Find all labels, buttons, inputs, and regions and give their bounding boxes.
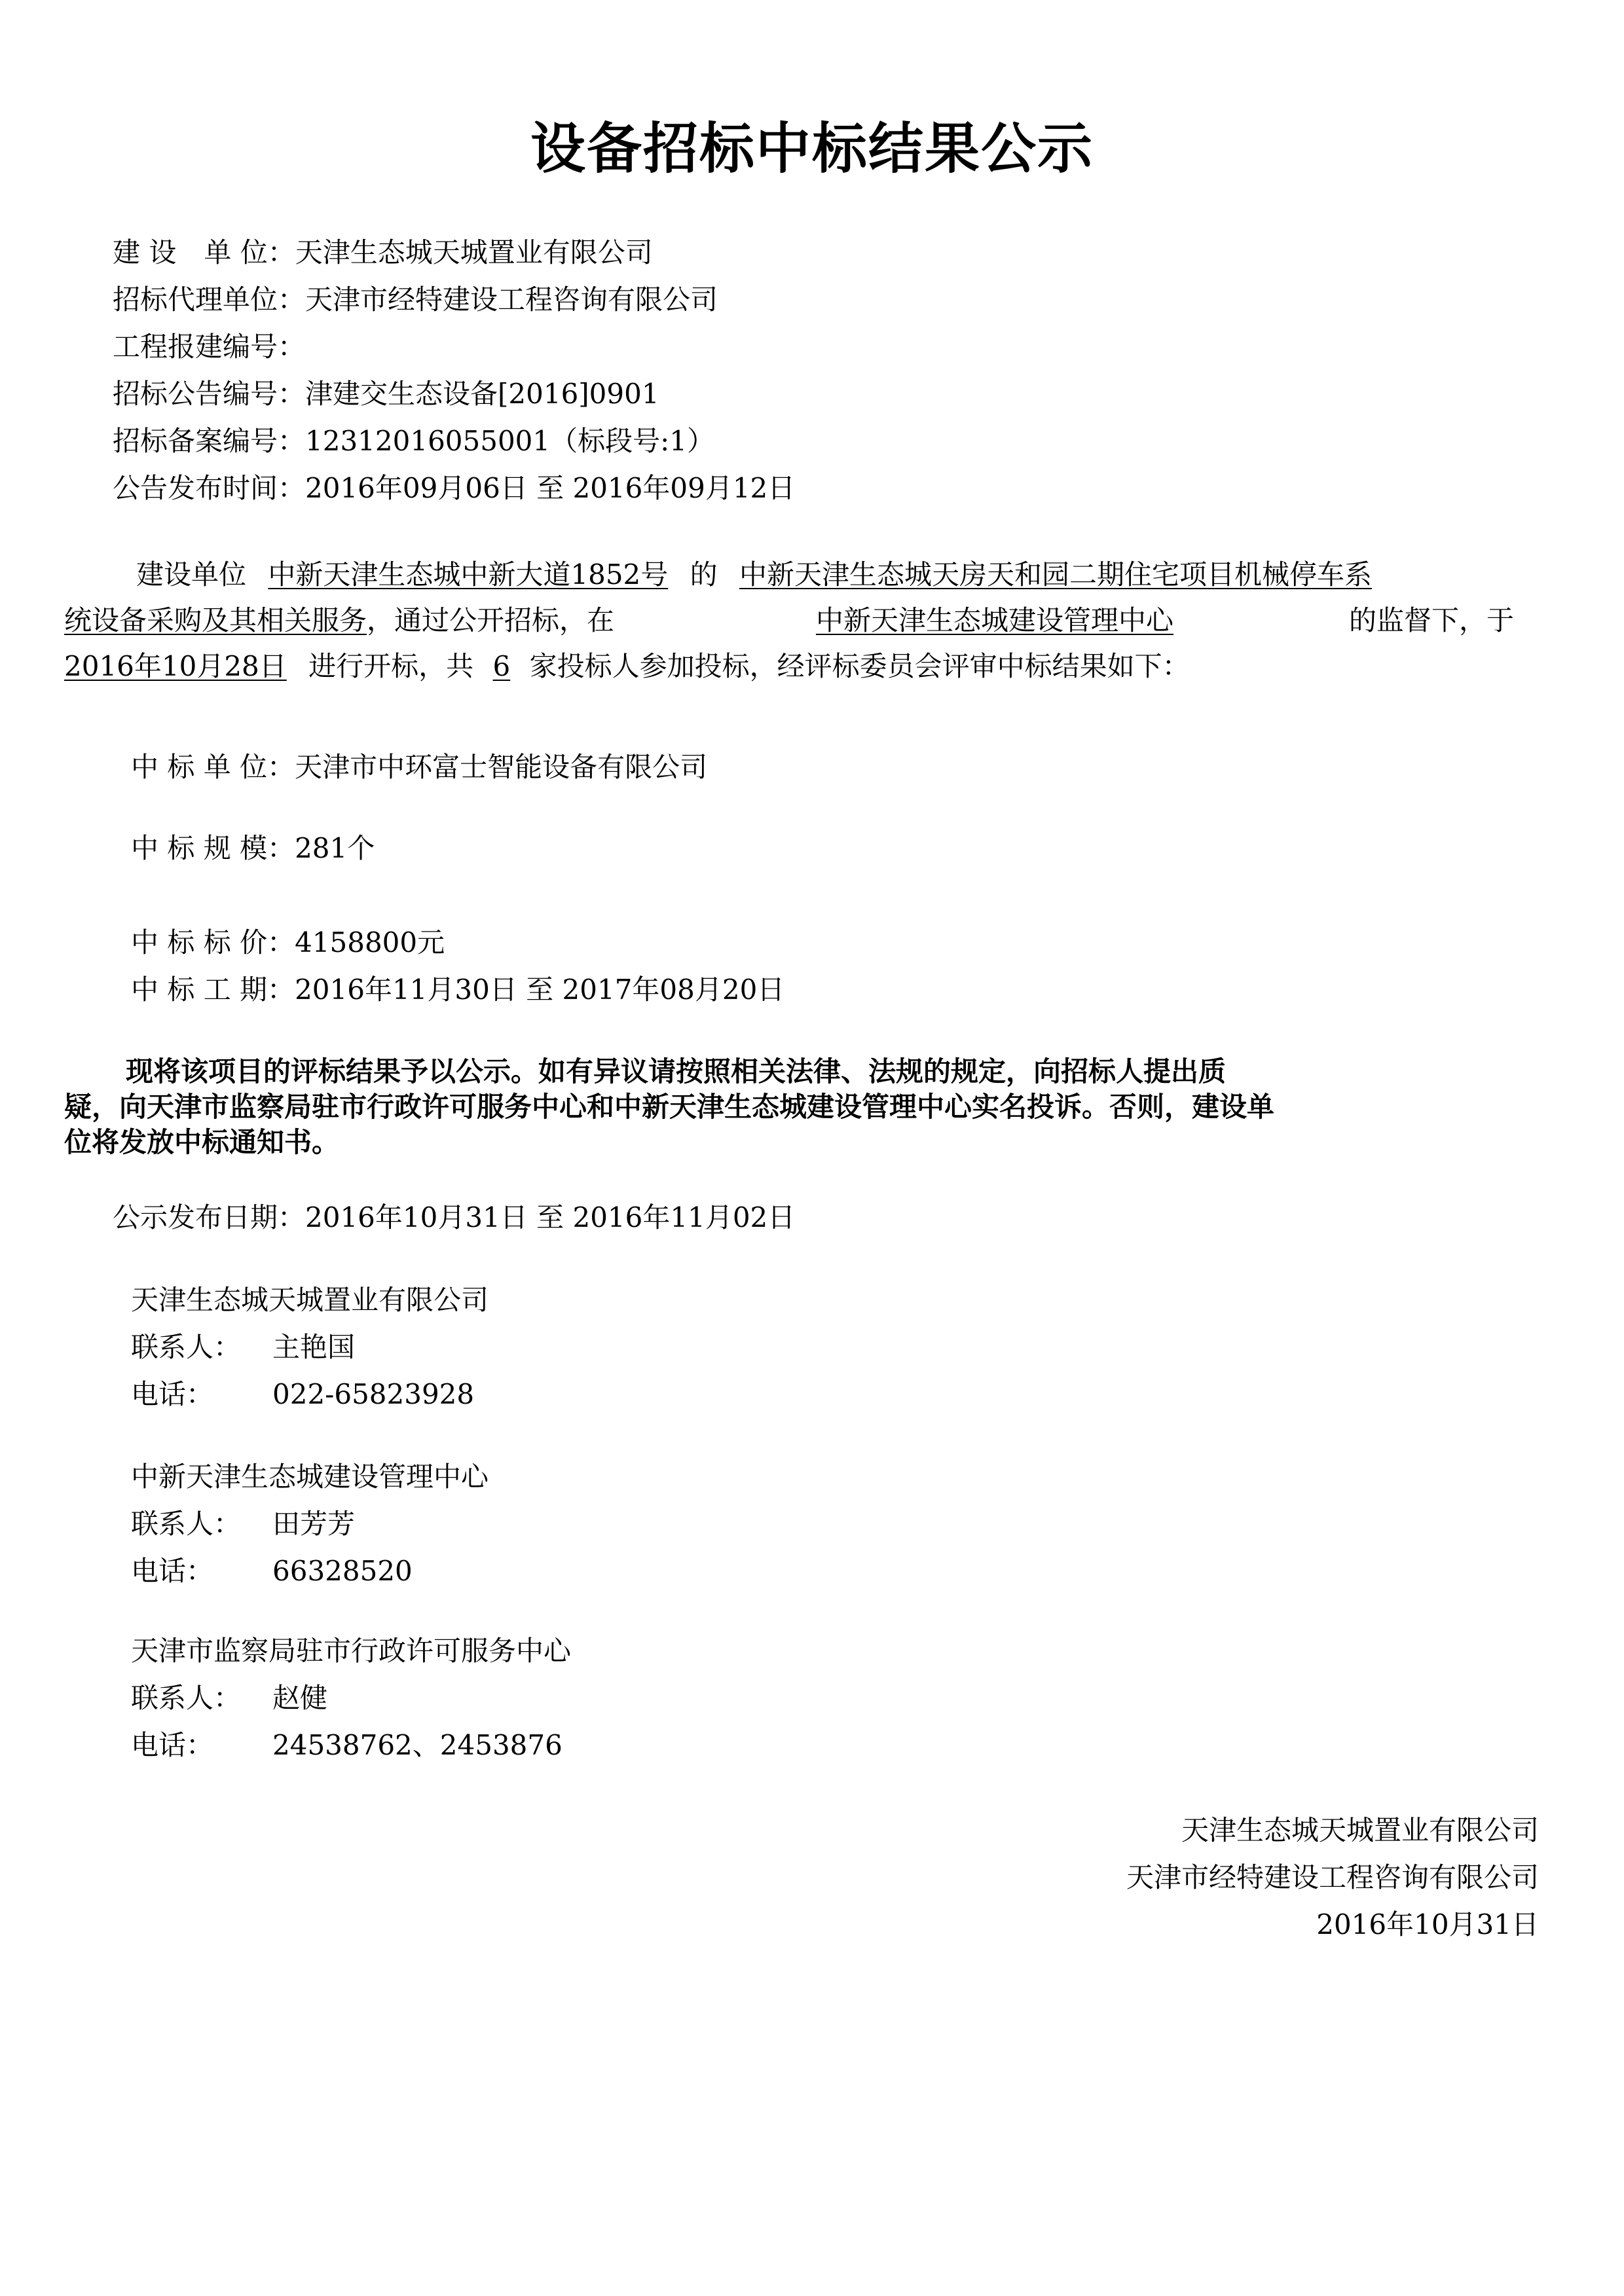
project-no-row bbox=[113, 330, 305, 364]
contact-phone-label: 电话： bbox=[131, 1378, 214, 1410]
contact-org: 天津生态城天城置业有限公司 bbox=[131, 1284, 489, 1316]
winner-row bbox=[131, 750, 707, 784]
agent-label: 招标代理单位： bbox=[113, 283, 306, 316]
para1-line2 bbox=[64, 604, 614, 638]
agent-row bbox=[113, 283, 718, 317]
contact-person-label: 联系人： bbox=[131, 1508, 242, 1540]
contact-org: 中新天津生态城建设管理中心 bbox=[131, 1461, 489, 1493]
contact-phone-row bbox=[131, 1728, 563, 1762]
contact-phone-row bbox=[131, 1554, 413, 1588]
notice-no-value: 津建交生态设备[2016]0901 bbox=[305, 378, 659, 410]
project-name-part2: 统设备采购及其相关服务 bbox=[64, 604, 367, 636]
notice-line1: 现将该项目的评标结果予以公示。如有异议请按照相关法律、法规的规定，向招标人提出质 bbox=[126, 1055, 1227, 1087]
bidder-count: 6 bbox=[492, 650, 511, 682]
price-label: 中 标 标 价： bbox=[131, 926, 295, 958]
supervisor-center bbox=[816, 604, 1173, 638]
para1-line1 bbox=[136, 558, 1372, 592]
opening-date: 2016年10月28日 bbox=[64, 650, 287, 682]
notice-no-row bbox=[113, 377, 659, 411]
publish-row bbox=[113, 471, 795, 505]
contact-phone: 022-65823928 bbox=[272, 1378, 475, 1410]
price-value: 4158800元 bbox=[295, 926, 445, 958]
builder-row bbox=[113, 236, 653, 270]
contact-person-label: 联系人： bbox=[131, 1331, 242, 1363]
contact-person-row bbox=[131, 1330, 355, 1364]
builder-value: 天津生态城天城置业有限公司 bbox=[295, 236, 653, 268]
signature-org1: 天津生态城天城置业有限公司 bbox=[1181, 1814, 1539, 1846]
para1-text: 进行开标，共 bbox=[308, 650, 474, 682]
record-no-value: 12312016055001（标段号:1） bbox=[305, 425, 714, 457]
contact-person-row bbox=[131, 1681, 327, 1715]
publish-label: 公告发布时间： bbox=[113, 472, 306, 504]
para1-text: 的监督下，于 bbox=[1349, 604, 1515, 636]
supervisor-center-name: 中新天津生态城建设管理中心 bbox=[816, 604, 1174, 636]
para1-line2-end bbox=[1349, 604, 1514, 638]
para1-line3 bbox=[64, 649, 1190, 683]
contact-phone: 66328520 bbox=[272, 1555, 413, 1587]
contact-phone-label: 电话： bbox=[131, 1555, 214, 1587]
contact-person-label: 联系人： bbox=[131, 1682, 242, 1714]
signature-date: 2016年10月31日 bbox=[1316, 1908, 1539, 1941]
period-label: 中 标 工 期： bbox=[131, 974, 295, 1006]
signature-org2: 天津市经特建设工程咨询有限公司 bbox=[1126, 1861, 1539, 1893]
para1-text: 家投标人参加投标，经评标委员会评审中标结果如下： bbox=[529, 650, 1190, 682]
contact-phone-row bbox=[131, 1377, 474, 1412]
builder-label: 建 设 单 位： bbox=[113, 236, 295, 268]
announce-label: 公示发布日期： bbox=[113, 1201, 306, 1233]
publish-value: 2016年09月06日 至 2016年09月12日 bbox=[305, 472, 796, 504]
agent-value: 天津市经特建设工程咨询有限公司 bbox=[305, 283, 718, 316]
contact-phone-label: 电话： bbox=[131, 1729, 214, 1761]
page-title: 设备招标中标结果公示 bbox=[530, 117, 1094, 181]
para1-text: 建设单位 bbox=[136, 558, 247, 591]
para1-text: ，通过公开招标，在 bbox=[367, 604, 615, 636]
contact-person: 主艳国 bbox=[272, 1331, 356, 1363]
scale-row bbox=[131, 831, 375, 866]
record-no-row bbox=[113, 424, 714, 458]
project-name-part1: 中新天津生态城天房天和园二期住宅项目机械停车系 bbox=[739, 558, 1373, 591]
project-no-label: 工程报建编号： bbox=[113, 331, 306, 363]
para1-text: 的 bbox=[690, 558, 718, 591]
contact-person: 赵健 bbox=[272, 1682, 328, 1714]
announce-row bbox=[113, 1201, 795, 1235]
scale-value: 281个 bbox=[295, 832, 375, 864]
announce-value: 2016年10月31日 至 2016年11月02日 bbox=[305, 1201, 796, 1233]
winner-label: 中 标 单 位： bbox=[131, 751, 295, 783]
period-row bbox=[131, 973, 784, 1007]
contact-phone: 24538762、2453876 bbox=[272, 1729, 563, 1761]
winner-value: 天津市中环富士智能设备有限公司 bbox=[295, 751, 708, 783]
builder-address: 中新天津生态城中新大道1852号 bbox=[268, 558, 669, 591]
period-value: 2016年11月30日 至 2017年08月20日 bbox=[295, 974, 785, 1006]
contact-org: 天津市监察局驻市行政许可服务中心 bbox=[131, 1635, 572, 1667]
record-no-label: 招标备案编号： bbox=[113, 425, 306, 457]
price-row bbox=[131, 926, 445, 960]
notice-line3: 位将发放中标通知书。 bbox=[64, 1126, 340, 1158]
notice-line2: 疑，向天津市监察局驻市行政许可服务中心和中新天津生态城建设管理中心实名投诉。否则，建设单 bbox=[64, 1091, 1275, 1123]
scale-label: 中 标 规 模： bbox=[131, 832, 295, 864]
notice-no-label: 招标公告编号： bbox=[113, 378, 306, 410]
contact-person: 田芳芳 bbox=[272, 1508, 356, 1540]
contact-person-row bbox=[131, 1507, 355, 1541]
